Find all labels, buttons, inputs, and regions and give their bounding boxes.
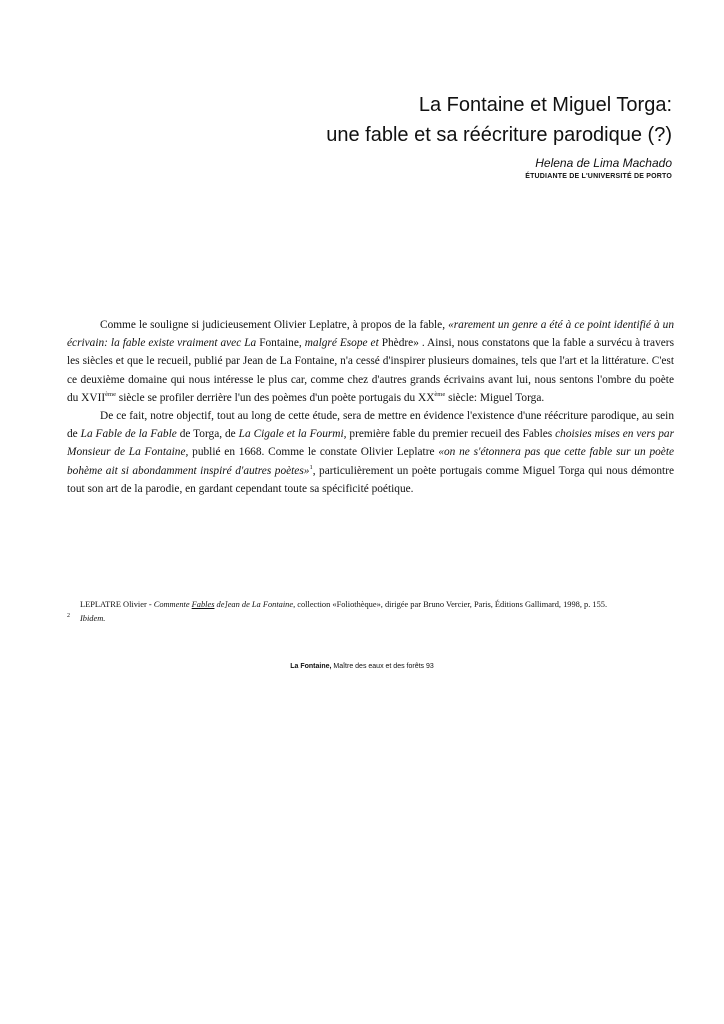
p1-sup-1: ème — [105, 390, 116, 398]
footnote-ref-1[interactable]: 1 — [309, 463, 313, 471]
p2-text-2: de Torga, de — [176, 428, 239, 441]
p2-title-2: La Cigale et la Fourmi, — [238, 428, 347, 441]
footnote-1 — [67, 598, 667, 612]
p2-text-1: De ce fait, notre objectif, tout au long de cette étude, sera de mettre en évidence l'existence d'une réécriture parodique, au sein de — [67, 410, 674, 441]
paragraph-2 — [67, 407, 674, 498]
footnote-1-title-a: Commente — [153, 600, 192, 609]
p1-text-4: siècle se profiler derrière l'un des poèmes d'un poète portugais du XX — [115, 391, 435, 404]
p2-title-3: choisies mises en vers par Monsieur de La Fontaine, — [67, 428, 674, 459]
footnote-1-rest: collection «Foliothèque», dirigée par Bruno Vercier, Paris, Éditions Gallimard, 1998, p. 155. — [295, 600, 608, 609]
paragraph-1 — [67, 316, 674, 407]
footnotes — [67, 598, 667, 626]
p2-title-1: La Fable de la Fable — [80, 428, 177, 441]
footer-text: Maître des eaux et des forêts 93 — [331, 663, 434, 670]
footnote-2 — [67, 612, 667, 626]
footnote-1-title-b: Fables — [191, 600, 215, 609]
footnote-1-title-c: de]ean de La Fontaine, — [214, 600, 296, 609]
p2-text-3: première fable du premier recueil des Fables — [346, 428, 556, 441]
p2-quote: «on ne s'étonnera pas que cette fable sur un poète bohème ait si abondamment inspiré d'autres poètes» — [67, 446, 675, 477]
title-line-1: La Fontaine et Miguel Torga: — [418, 94, 672, 116]
p1-quote-2: malgré Esope et — [304, 337, 379, 350]
footer-bold: La Fontaine, — [290, 663, 332, 670]
p1-text-2: Fontaine, — [256, 337, 305, 350]
body-text — [67, 316, 674, 498]
p2-text-5: , particulièrement un poète portugais comme Miguel Torga qui nous démontre tout son art de la parodie, en gardant cependant toute sa spécificité poétique. — [67, 464, 675, 495]
p1-quote-1: «rarement un genre a été à ce point identifié à un écrivain: la fable existe vraiment avec La — [67, 319, 674, 350]
author-name: Helena de Lima Machado — [535, 156, 672, 170]
p2-text-4: publié en 1668. Comme le constate Olivier Leplatre — [188, 446, 439, 459]
footnote-2-number: 2 — [67, 613, 70, 619]
footnote-2-text: Ibidem. — [80, 614, 106, 623]
title-line-2: une fable et sa réécriture parodique (?) — [326, 124, 672, 146]
p1-text-5: siècle: Miguel Torga. — [445, 391, 545, 404]
p1-text-3: Phèdre» . Ainsi, nous constatons que la fable a survécu à travers les siècles et que le recueil, publié par Jean de La Fontaine, n'a cessé d'inspirer plusieurs domaines, tels que l'art et la littérature. C'est ce deuxième domaine qui nous intéresse le plus car, comme chez d'autres grands écrivains avant lui, nous sentons l'ombre du poète du XVII — [67, 337, 674, 404]
author-affiliation: ÉTUDIANTE DE L'UNIVERSITÉ DE PORTO — [525, 173, 672, 180]
footnote-1-author: LEPLATRE Olivier - — [80, 600, 154, 609]
p1-sup-2: ème — [434, 390, 446, 398]
p1-text-1: Comme le souligne si judicieusement Olivier Leplatre, à propos de la fable, — [100, 319, 449, 331]
title-block — [326, 90, 672, 182]
page-footer — [0, 663, 724, 670]
